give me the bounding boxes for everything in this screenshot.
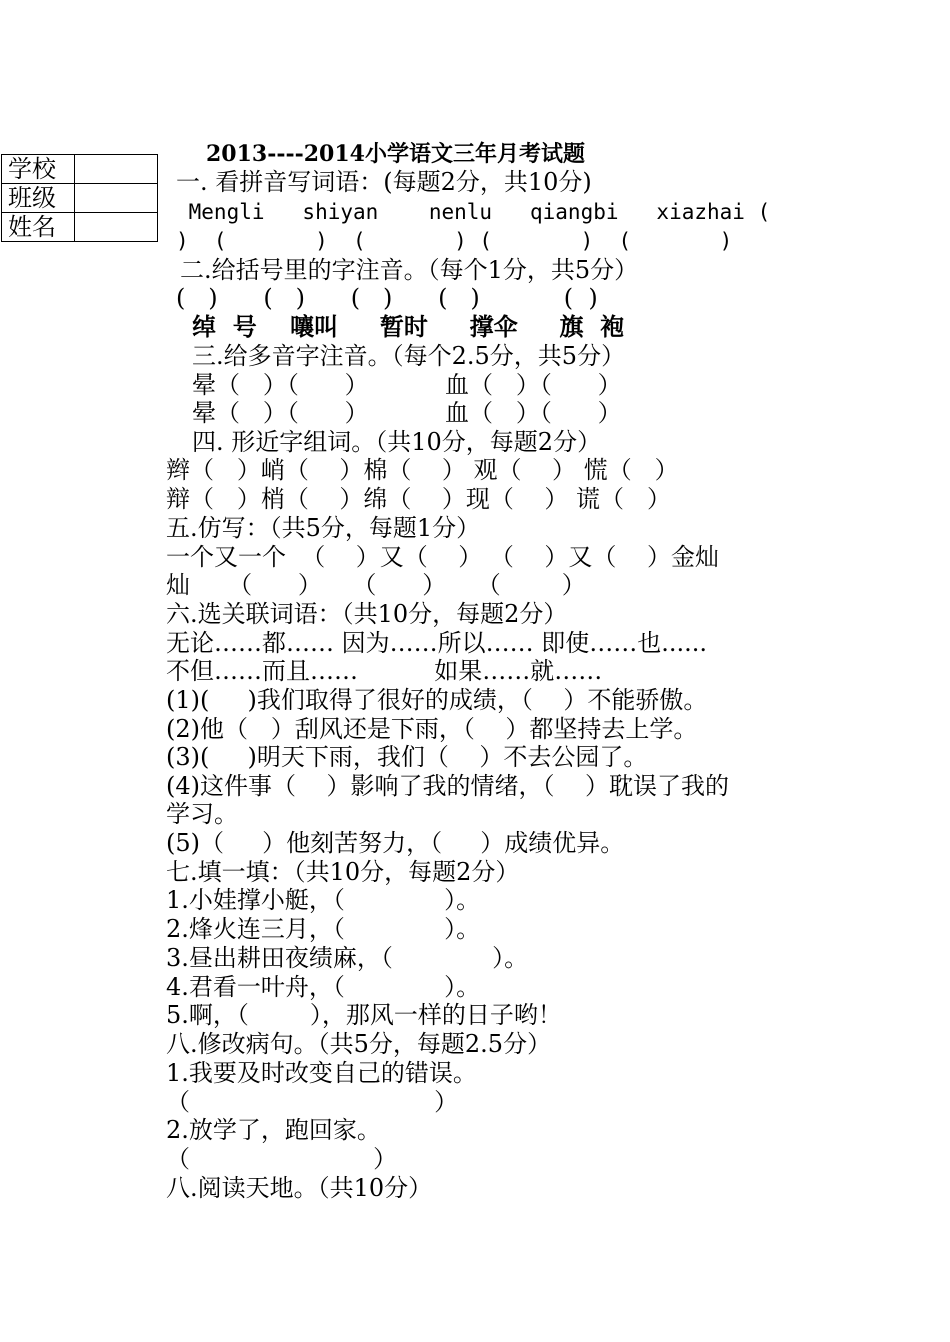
exam-line: 晕（ ）（ ） 血（ ）（ ） xyxy=(192,371,622,399)
exam-line: Mengli shiyan nenlu qiangbi xiazhai ( xyxy=(176,200,771,224)
exam-line: 辫（ ）峭（ ）棉（ ） 观（ ） 慌（ ） xyxy=(166,456,679,484)
info-value-class xyxy=(75,184,158,213)
info-label-class: 班级 xyxy=(2,184,75,213)
exam-line: 4.君看一叶舟，（ ）。 xyxy=(166,973,481,1001)
info-row-school xyxy=(2,155,158,184)
exam-line: 学习。 xyxy=(166,800,238,828)
exam-line: (3)( )明天下雨，我们（ ）不去公园了。 xyxy=(166,743,648,771)
exam-line: 一个又一个 （ ）又（ ） （ ）又（ ）金灿 xyxy=(166,543,719,571)
page-title: 2013----2014小学语文三年月考试题 xyxy=(206,141,585,167)
exam-line: 辩（ ）梢（ ）绵（ ）现（ ） 谎（ ） xyxy=(166,485,671,513)
exam-line: 2.烽火连三月，（ ）。 xyxy=(166,915,481,943)
exam-line: 三.给多音字注音。（每个2.5分，共5分） xyxy=(192,342,626,370)
exam-line: 八.修改病句。（共5分，每题2.5分） xyxy=(166,1030,552,1058)
exam-line: 绰 号 嚷叫 暂时 撑伞 旗 袍 xyxy=(192,312,625,341)
exam-line: ( ) ( ) ( ) ( ) ( ) xyxy=(176,284,598,312)
exam-line: 不但……而且…… 如果……就…… xyxy=(166,657,603,685)
exam-line: 四. 形近字组词。（共10分，每题2分） xyxy=(192,428,602,456)
exam-line: 八.阅读天地。（共10分） xyxy=(166,1174,433,1202)
exam-line: (5)（ ）他刻苦努力，（ ）成绩优异。 xyxy=(166,829,625,857)
info-label-school: 学校 xyxy=(2,155,75,184)
student-info-table xyxy=(1,154,158,242)
exam-line: （ ） xyxy=(166,1145,398,1173)
exam-line: 七.填一填：（共10分，每题2分） xyxy=(166,858,520,886)
exam-line: (1)( )我们取得了很好的成绩，（ ）不能骄傲。 xyxy=(166,686,708,714)
info-label-name: 姓名 xyxy=(2,213,75,242)
info-value-name xyxy=(75,213,158,242)
exam-line: (2)他（ ）刮风还是下雨，（ ）都坚持去上学。 xyxy=(166,715,698,743)
exam-line: 五.仿写：（共5分，每题1分） xyxy=(166,514,481,542)
exam-line: （ ） xyxy=(166,1088,459,1116)
exam-line: 二.给括号里的字注音。（每个1分，共5分） xyxy=(180,256,639,284)
info-value-school xyxy=(75,155,158,184)
exam-line: 灿 （ ） （ ） （ ） xyxy=(166,571,586,599)
exam-line: 5.啊，（ ），那风一样的日子哟！ xyxy=(166,1001,562,1029)
exam-line: 六.选关联词语：（共10分，每题2分） xyxy=(166,600,568,628)
exam-line: 3.昼出耕田夜绩麻，（ ）。 xyxy=(166,944,529,972)
exam-line: 1.小娃撑小艇，（ ）。 xyxy=(166,886,481,914)
exam-line: 无论……都…… 因为……所以…… 即使……也...... xyxy=(166,629,708,657)
exam-line: 1.我要及时改变自己的错误。 xyxy=(166,1059,477,1087)
exam-line: 2.放学了，跑回家。 xyxy=(166,1116,381,1144)
exam-line: (4)这件事（ ）影响了我的情绪，（ ）耽误了我的 xyxy=(166,772,730,800)
exam-line: 晕（ ）（ ） 血（ ）（ ） xyxy=(192,399,622,427)
info-row-name xyxy=(2,213,158,242)
info-row-class xyxy=(2,184,158,213)
exam-line: 一. 看拼音写词语：(每题2分，共10分) xyxy=(176,168,592,196)
exam-line: ) ( ) ( ) ( ) ( ) xyxy=(176,229,733,253)
